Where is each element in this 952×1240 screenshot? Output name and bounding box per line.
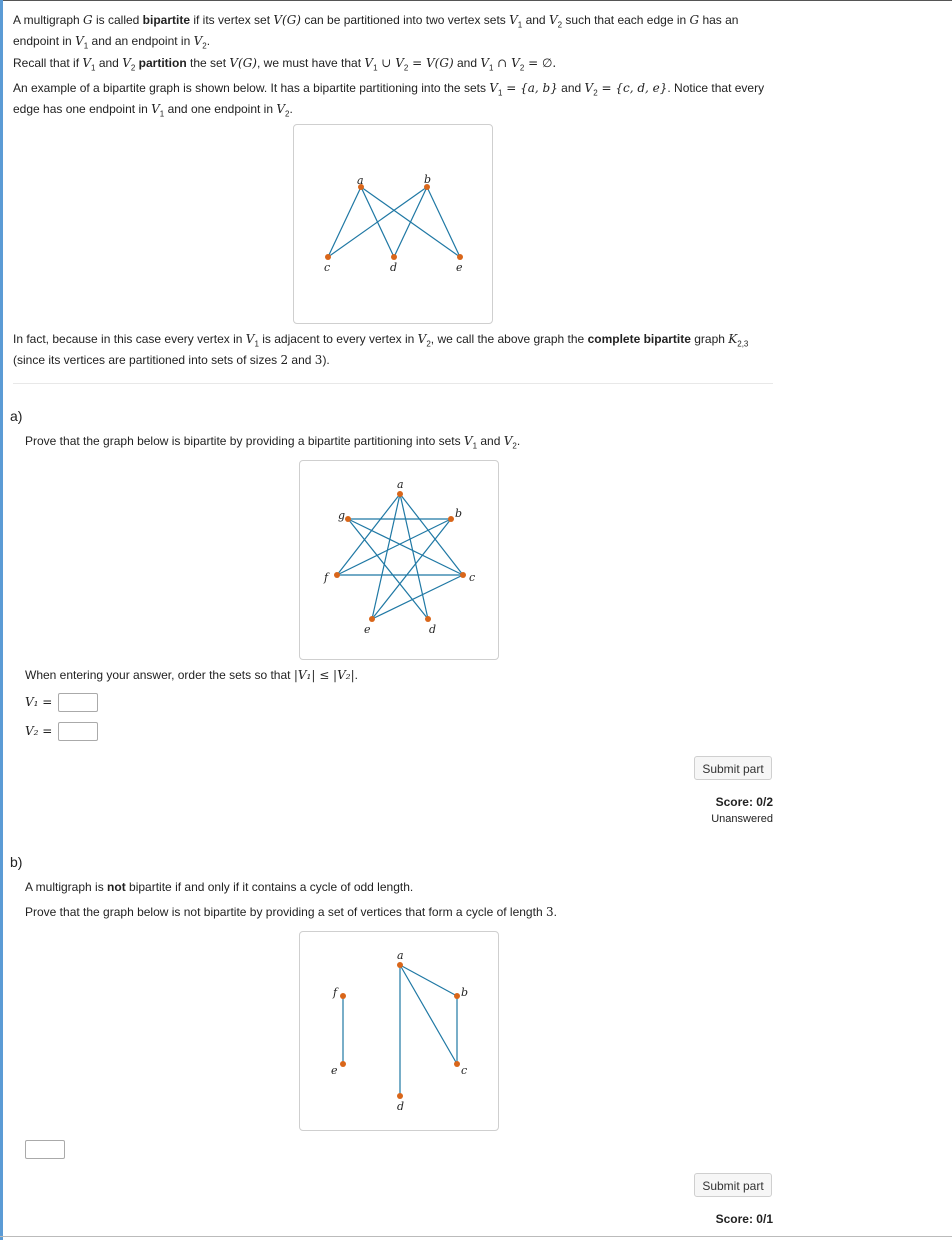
vertex-label: g xyxy=(338,509,346,522)
part-b-statement: A multigraph is not bipartite if and only if it contains a cycle of odd length. xyxy=(25,880,414,894)
vertex-label: b xyxy=(455,507,463,520)
graph-vertex xyxy=(340,993,346,999)
graph-edge xyxy=(372,575,463,619)
vertex-label: c xyxy=(469,571,476,584)
part-a-order-instruction: When entering your answer, order the sets so that |V₁| ≤ |V₂|. xyxy=(25,668,358,682)
graph-edge xyxy=(328,187,427,257)
part-a-graph-figure xyxy=(299,460,499,660)
intro-partition-recall: Recall that if $V_1$ and $V_2$ partition the set V(G), we must have that $V_1$ ∪ $V_2 = V(G)$ and $V_1$ ∩ $V_2$ = ∅. xyxy=(13,56,557,73)
part-a-v2-row xyxy=(25,722,105,744)
graph-vertex xyxy=(340,1061,346,1067)
vertex-label: d xyxy=(397,1100,405,1113)
section-divider xyxy=(13,383,773,384)
vertex-label: e xyxy=(364,623,371,636)
part-b-label: b) xyxy=(10,854,23,870)
part-b-submit-button[interactable]: Submit part xyxy=(694,1173,772,1197)
example-graph-figure xyxy=(293,124,493,324)
vertex-label: e xyxy=(331,1064,338,1077)
bottom-border xyxy=(0,1236,952,1237)
graph-edge xyxy=(348,519,463,575)
graph-edge xyxy=(328,187,361,257)
top-border xyxy=(0,0,952,1)
part-b-graph-figure xyxy=(299,931,499,1131)
graph-vertex xyxy=(345,516,351,522)
vertex-label: e xyxy=(456,261,463,274)
vertex-label: c xyxy=(461,1064,468,1077)
intro-definition: A multigraph G is called bipartite if its vertex set V(G) can be partitioned into two vertex sets $V_1$ and $V_2$ such that each edge in G has an endpoint in $V_1$ and an endpoint in $V_2$. xyxy=(13,13,739,51)
part-b-prompt: Prove that the graph below is not bipartite by providing a set of vertices that form a cycle of length 3. xyxy=(25,905,557,919)
graph-edge xyxy=(427,187,460,257)
vertex-label: a xyxy=(397,478,404,491)
vertex-label: b xyxy=(461,986,469,999)
v2-answer-input[interactable] xyxy=(58,722,98,741)
v2-label: V₂ = xyxy=(25,724,53,738)
vertex-label: f xyxy=(333,986,338,999)
intro-complete-bipartite: In fact, because in this case every vertex in $V_1$ is adjacent to every vertex in $V_2$, we call the above graph the complete bipartite graph $K_{2,3}$ (since its vertices are partitioned into sets of sizes 2 and 3). xyxy=(13,332,749,368)
graph-vertex xyxy=(397,1093,403,1099)
graph-vertex xyxy=(454,993,460,999)
graph-vertex xyxy=(397,962,403,968)
part-a-graph xyxy=(300,461,498,659)
graph-edge xyxy=(372,519,451,619)
graph-vertex xyxy=(425,616,431,622)
part-a-status: Unanswered xyxy=(711,813,773,825)
vertex-label: c xyxy=(324,261,331,274)
graph-vertex xyxy=(460,572,466,578)
graph-vertex xyxy=(448,516,454,522)
part-a-v1-row xyxy=(25,693,105,715)
part-a-label: a) xyxy=(10,408,23,424)
graph-vertex xyxy=(457,254,463,260)
graph-vertex xyxy=(454,1061,460,1067)
v1-label: V₁ = xyxy=(25,695,53,709)
left-accent-bar xyxy=(0,0,3,1240)
vertex-label: a xyxy=(357,174,364,187)
vertex-label: f xyxy=(324,571,329,584)
example-graph xyxy=(294,125,492,323)
part-a-score: Score: 0/2 xyxy=(715,795,773,809)
vertex-label: b xyxy=(424,173,432,186)
graph-vertex xyxy=(369,616,375,622)
vertex-label: a xyxy=(397,949,404,962)
graph-edge xyxy=(394,187,427,257)
part-b-answer-input[interactable] xyxy=(25,1140,65,1159)
part-b-score: Score: 0/1 xyxy=(715,1212,773,1226)
graph-vertex xyxy=(334,572,340,578)
graph-vertex xyxy=(391,254,397,260)
graph-edge xyxy=(348,519,428,619)
graph-vertex xyxy=(397,491,403,497)
v1-answer-input[interactable] xyxy=(58,693,98,712)
vertex-label: d xyxy=(429,623,437,636)
vertex-label: d xyxy=(390,261,398,274)
part-a-submit-button[interactable]: Submit part xyxy=(694,756,772,780)
graph-vertex xyxy=(325,254,331,260)
part-b-graph xyxy=(300,932,498,1130)
part-a-prompt: Prove that the graph below is bipartite by providing a bipartite partitioning into sets $V_1$ and $V_2$. xyxy=(25,434,521,451)
intro-example: An example of a bipartite graph is shown below. It has a bipartite partitioning into the sets $V_1 = \{a$, b} and $V_2 = \{c$, d, e}. Notice that every edge has one endpoint in $V_1$ and one endpoint in $V_2$. xyxy=(13,81,765,119)
